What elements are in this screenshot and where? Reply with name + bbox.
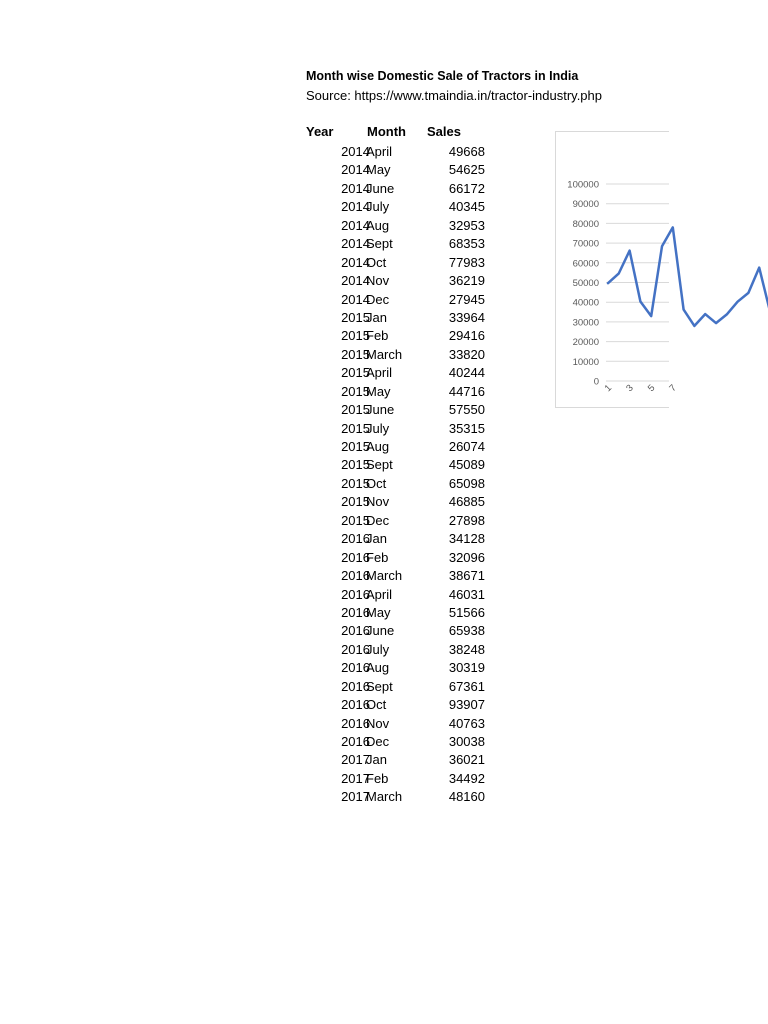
table-row: [306, 549, 496, 567]
cell-year: 2016: [341, 697, 370, 713]
table-row: [306, 770, 496, 788]
table-row: [306, 272, 496, 290]
table-row: [306, 475, 496, 493]
cell-year: 2015: [341, 439, 370, 454]
table-row: [306, 327, 496, 345]
sheet-source: Source: https://www.tmaindia.in/tractor-industry.php: [306, 88, 602, 103]
table-row: [306, 512, 496, 530]
cell-month: Jan: [366, 531, 387, 547]
cell-year: 2017: [341, 752, 370, 768]
cell-month: April: [366, 144, 393, 159]
cell-month: March: [366, 568, 403, 584]
cell-year: 2016: [341, 660, 370, 676]
cell-sales: 33964: [448, 309, 485, 325]
cell-month: July: [366, 420, 390, 436]
cell-sales: 27898: [448, 512, 485, 528]
cell-year: 2017: [341, 789, 370, 805]
cell-sales: 40763: [448, 715, 485, 731]
cell-month: Sept: [366, 678, 393, 694]
table-row: [306, 788, 496, 806]
cell-sales: 54625: [448, 162, 485, 178]
table-row: [306, 456, 496, 474]
table-row: [306, 364, 496, 382]
cell-year: 2014: [341, 180, 370, 196]
table-row: [306, 696, 496, 714]
sales-line-chart: [555, 131, 679, 408]
table-row: [306, 622, 496, 640]
cell-month: May: [366, 162, 391, 178]
cell-month: Aug: [366, 217, 390, 233]
cell-year: 2014: [341, 144, 370, 159]
cell-sales: 34492: [448, 770, 485, 786]
column-header-sales: Sales: [427, 124, 461, 139]
cell-sales: 45089: [448, 457, 485, 473]
table-row: [306, 401, 496, 419]
cell-year: 2015: [341, 383, 370, 399]
x-tick-label: 1: [602, 382, 615, 395]
cell-month: March: [366, 789, 403, 805]
cell-sales: 65098: [448, 475, 485, 491]
table-row: [306, 733, 496, 751]
cell-sales: 57550: [448, 402, 485, 418]
cell-year: 2014: [341, 199, 370, 215]
column-header-year: Year: [306, 124, 334, 139]
cell-month: May: [366, 604, 391, 620]
y-tick-label: 60000: [572, 258, 599, 270]
cell-month: Jan: [366, 752, 387, 768]
cell-month: Aug: [366, 439, 390, 454]
cell-year: 2015: [341, 328, 370, 344]
y-tick-label: 100000: [567, 179, 599, 191]
cell-sales: 49668: [448, 144, 485, 159]
cell-sales: 26074: [448, 439, 485, 454]
cell-year: 2016: [341, 549, 370, 565]
cell-year: 2015: [341, 365, 370, 381]
table-row: [306, 567, 496, 585]
cell-sales: 36219: [448, 273, 485, 289]
x-tick-label: 5: [645, 382, 658, 395]
cell-month: June: [366, 180, 395, 196]
cell-sales: 36021: [448, 752, 485, 768]
cell-sales: 35315: [448, 420, 485, 436]
x-tick-label: 3: [624, 382, 636, 395]
cell-year: 2016: [341, 734, 370, 749]
cell-sales: 33820: [448, 346, 485, 362]
cell-year: 2017: [341, 770, 370, 786]
cell-month: July: [366, 641, 390, 657]
table-row: [306, 715, 496, 733]
cell-sales: 29416: [448, 328, 485, 344]
cell-year: 2015: [341, 457, 370, 473]
cell-year: 2016: [341, 623, 370, 639]
table-row: [306, 751, 496, 769]
cell-year: 2014: [341, 162, 370, 178]
cell-sales: 44716: [448, 383, 485, 399]
cell-sales: 48160: [448, 789, 485, 805]
y-tick-label: 0: [593, 376, 599, 388]
cell-sales: 66172: [448, 180, 485, 196]
cell-year: 2015: [341, 475, 370, 491]
cell-year: 2015: [341, 402, 370, 418]
cell-month: Sept: [366, 457, 393, 473]
cell-sales: 40244: [448, 365, 485, 381]
cell-month: March: [366, 346, 403, 362]
cell-month: Oct: [366, 254, 387, 270]
table-row: [306, 217, 496, 235]
cell-sales: 38248: [448, 641, 485, 657]
cell-sales: 65938: [448, 623, 485, 639]
y-tick-label: 30000: [572, 317, 599, 329]
cell-sales: 68353: [448, 236, 485, 252]
cell-year: 2016: [341, 568, 370, 584]
cell-month: Feb: [366, 770, 389, 786]
cell-year: 2015: [341, 420, 370, 436]
table-row: [306, 530, 496, 548]
table-row: [306, 309, 496, 327]
cell-sales: 27945: [448, 291, 485, 307]
cell-sales: 46031: [448, 586, 485, 602]
data-table: [306, 143, 496, 807]
table-row: [306, 180, 496, 198]
cell-sales: 30319: [448, 660, 485, 676]
table-row: [306, 291, 496, 309]
cell-year: 2015: [341, 494, 370, 510]
column-header-month: Month: [367, 124, 406, 139]
cell-month: Dec: [366, 734, 390, 749]
y-tick-label: 70000: [572, 238, 599, 250]
cell-sales: 77983: [448, 254, 485, 270]
cell-year: 2016: [341, 531, 370, 547]
table-row: [306, 143, 496, 161]
y-tick-label: 40000: [572, 297, 599, 309]
table-row: [306, 641, 496, 659]
cell-year: 2016: [341, 586, 370, 602]
cell-year: 2014: [341, 236, 370, 252]
y-tick-label: 10000: [572, 356, 599, 368]
table-row: [306, 198, 496, 216]
cell-month: April: [366, 586, 393, 602]
table-row: [306, 235, 496, 253]
cell-sales: 40345: [448, 199, 485, 215]
table-row: [306, 604, 496, 622]
cell-month: April: [366, 365, 393, 381]
cell-month: July: [366, 199, 390, 215]
cell-year: 2015: [341, 309, 370, 325]
cell-month: Jan: [366, 309, 387, 325]
cell-month: June: [366, 402, 395, 418]
table-row: [306, 586, 496, 604]
cell-sales: 93907: [448, 697, 485, 713]
cell-year: 2014: [341, 254, 370, 270]
table-row: [306, 438, 496, 456]
cell-month: Nov: [366, 715, 390, 731]
table-row: [306, 161, 496, 179]
sheet-title: Month wise Domestic Sale of Tractors in India: [306, 69, 579, 83]
y-tick-label: 80000: [572, 218, 599, 230]
cell-month: Oct: [366, 697, 387, 713]
cell-month: Oct: [366, 475, 387, 491]
cell-month: Sept: [366, 236, 393, 252]
cell-year: 2016: [341, 715, 370, 731]
cell-year: 2016: [341, 604, 370, 620]
cell-sales: 34128: [448, 531, 485, 547]
cell-month: Dec: [366, 512, 390, 528]
cell-sales: 32953: [448, 217, 485, 233]
cell-sales: 38671: [448, 568, 485, 584]
y-tick-label: 90000: [572, 199, 599, 211]
cell-sales: 46885: [448, 494, 485, 510]
table-row: [306, 383, 496, 401]
cell-year: 2015: [341, 346, 370, 362]
cell-month: Dec: [366, 291, 390, 307]
cell-year: 2014: [341, 291, 370, 307]
cell-month: Nov: [366, 494, 390, 510]
cell-month: June: [366, 623, 395, 639]
y-tick-label: 20000: [572, 337, 599, 349]
y-tick-label: 50000: [572, 278, 599, 289]
cell-sales: 67361: [448, 678, 485, 694]
cell-month: Aug: [366, 660, 390, 676]
table-row: [306, 254, 496, 272]
table-row: [306, 420, 496, 438]
cell-sales: 51566: [448, 604, 485, 620]
cell-year: 2014: [341, 273, 370, 289]
cell-year: 2015: [341, 512, 370, 528]
cell-year: 2014: [341, 217, 370, 233]
table-row: [306, 493, 496, 511]
cell-month: Nov: [366, 273, 390, 289]
cell-year: 2016: [341, 641, 370, 657]
table-row: [306, 659, 496, 677]
table-row: [306, 346, 496, 364]
cell-month: Feb: [366, 549, 389, 565]
cell-sales: 30038: [448, 734, 485, 749]
table-row: [306, 678, 496, 696]
cell-month: Feb: [366, 328, 389, 344]
cell-month: May: [366, 383, 391, 399]
cell-year: 2016: [341, 678, 370, 694]
cell-sales: 32096: [448, 549, 485, 565]
x-tick-label: 7: [667, 382, 679, 395]
series-line-sales: [608, 196, 768, 330]
chart-svg: [556, 132, 679, 407]
